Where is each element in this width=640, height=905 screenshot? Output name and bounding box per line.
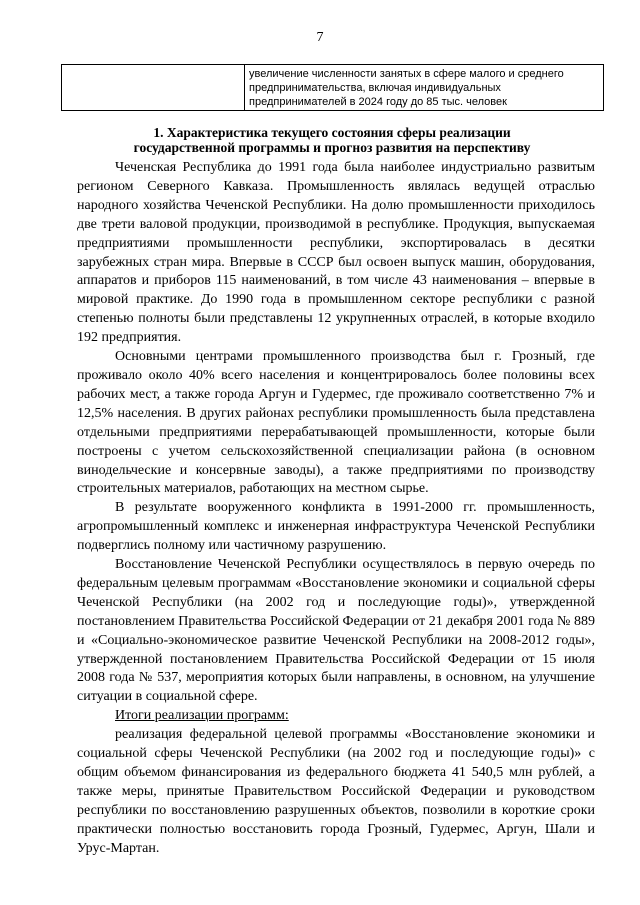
paragraph-conflict-damage: В результате вооруженного конфликта в 1991-2000 гг. промышленность, агропромышленный комплекс и инженерная инфраструктура Чеченской Республики подверглись полному или частичному разрушению. xyxy=(77,500,595,554)
subheading-program-results xyxy=(77,707,595,726)
paragraph-industrial-centers: Основными центрами промышленного производства был г. Грозный, где проживало около 40% всего населения и концентрировалось более половины всех рабочих мест, а также города Аргун и Гудермес, где проживало соответственно 7% и 12,5% населения. В других районах республики промышленность была представлена отдельными предприятиями перерабатывающей промышленности, которые были построены с учетом сельскохозяйственной специализации района (в основном винодельческие и консервные заводы), а также предприятиями по производству строительных материалов, работающих на местном сырье. xyxy=(77,349,595,497)
table-row xyxy=(62,65,604,111)
paragraph-industry-history: Чеченская Республика до 1991 года была наиболее индустриально развитым регионом Северного Кавказа. Промышленность являлась ведущей отраслью народного хозяйства Чеченской Республики. На долю промышленности приходилось две трети валовой продукции, производимой в республике. Продукция, выпускаемая предприятиями промышленности республики, экспортировалась в десятки зарубежных стран мира. Впервые в СССР был освоен выпуск машин, оборудования, аппаратов и приборов 115 наименований, в том числе 43 наименования – впервые в мировой практике. До 1990 года в промышленном секторе республики с разной степенью полноты были представлены 12 укрупненных отраслей, в которые входило 192 предприятия. xyxy=(77,160,595,346)
section-heading-line1: 1. Характеристика текущего состояния сферы реализации xyxy=(153,125,511,140)
subheading-program-results-text: Итоги реализации программ: xyxy=(115,708,289,724)
paragraph-program-results: реализация федеральной целевой программы «Восстановление экономики и социальной сферы Чеченской Республики (на 2002 год и последующие годы)» с общим объемом финансирования из федерального бюджета 41 540,5 млн рублей, а также меры, принятые Правительством Российской Федерации и руководством республики по восстановлению разрушенных объектов, позволили в короткие сроки практически полностью восстановить города Грозный, Гудермес, Аргун, Шали и Урус-Мартан. xyxy=(77,727,595,856)
section-heading-line2: государственной программы и прогноз развития на перспективу xyxy=(133,140,531,155)
paragraph-federal-programs: Восстановление Чеченской Республики осуществлялось в первую очередь по федеральным целевым программам «Восстановление экономики и социальной сферы Чеченской Республики (на 2002 год и последующие годы)», утвержденной постановлением Правительства Российской Федерации от 21 декабря 2001 года № 889 и «Социально-экономическое развитие Чеченской Республики на 2008-2012 годы», утвержденной постановлением Правительства Российской Федерации от 15 июля 2008 года № 537, мероприятия которых были направлены, в основном, на улучшение ситуации в социальной сфере. xyxy=(77,557,595,705)
indicator-table xyxy=(61,64,604,111)
section-heading xyxy=(78,125,586,155)
table-cell-target-text: увеличение численности занятых в сфере малого и среднего предпринимательства, включая индивидуальных предпринимателей в 2024 году до 85 тыс. человек xyxy=(245,65,604,111)
table-cell-empty xyxy=(62,65,245,111)
page-number: 7 xyxy=(316,30,324,45)
section-body xyxy=(77,159,595,859)
